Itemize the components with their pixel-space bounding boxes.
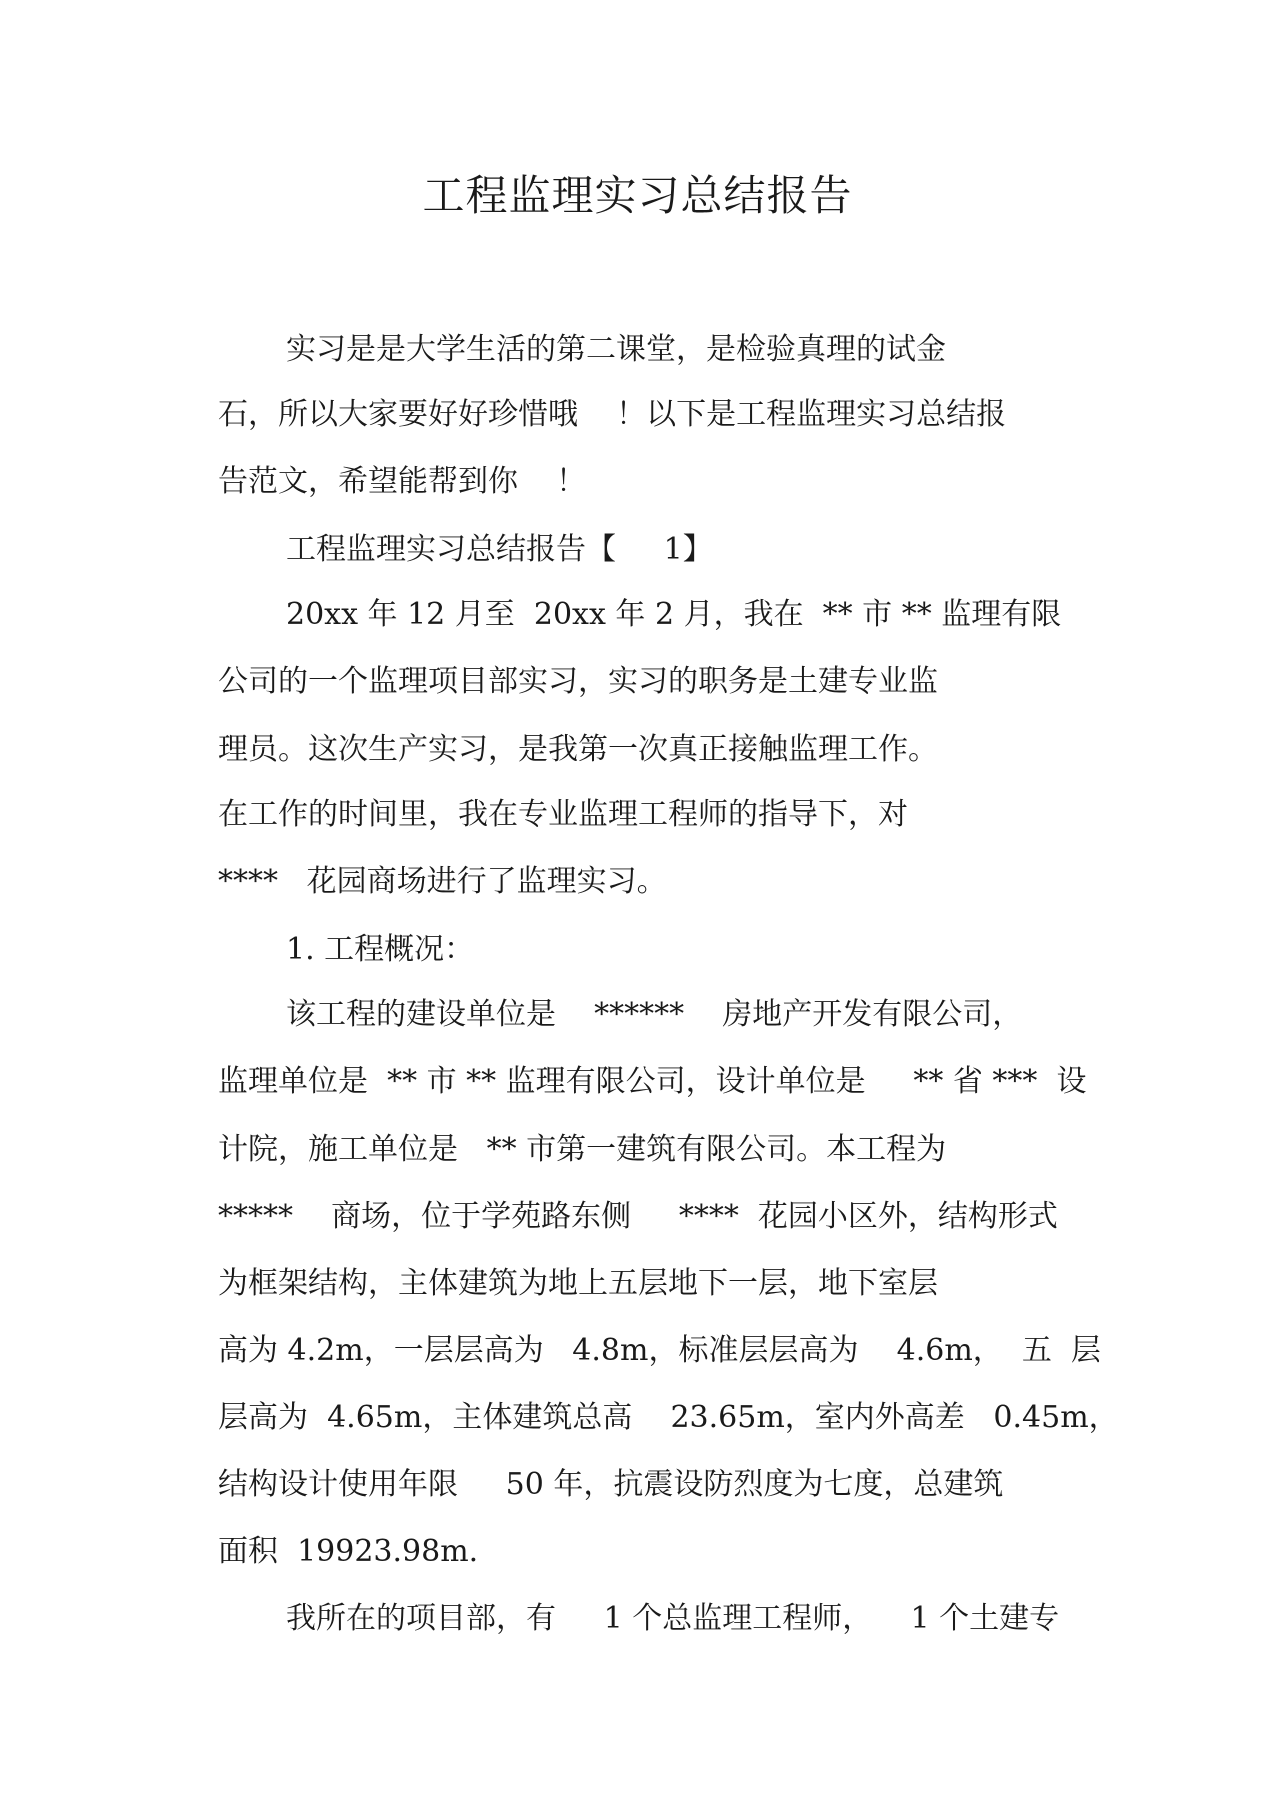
paragraph-line: 理员。这次生产实习，是我第一次真正接触监理工作。 bbox=[218, 732, 938, 767]
paragraph-line: 实习是是大学生活的第二课堂，是检验真理的试金 bbox=[286, 332, 946, 367]
paragraph-line: 在工作的时间里，我在专业监理工程师的指导下，对 bbox=[218, 797, 908, 832]
section-heading: 工程监理实习总结报告【 1】 bbox=[286, 532, 713, 567]
paragraph-line: 高为 4.2m，一层层高为 4.8m，标准层层高为 4.6m， 五 层 bbox=[218, 1333, 1101, 1368]
paragraph-line: 计院，施工单位是 ** 市第一建筑有限公司。本工程为 bbox=[218, 1132, 947, 1167]
document-title: 工程监理实习总结报告 bbox=[422, 171, 853, 220]
paragraph-line: 为框架结构，主体建筑为地上五层地下一层，地下室层 bbox=[218, 1266, 938, 1301]
paragraph-line: 面积 19923.98m. bbox=[218, 1534, 479, 1569]
paragraph-line: 层高为 4.65m，主体建筑总高 23.65m，室内外高差 0.45m， bbox=[218, 1400, 1119, 1435]
paragraph-line: 结构设计使用年限 50 年，抗震设防烈度为七度，总建筑 bbox=[218, 1467, 1004, 1502]
section-heading: 1. 工程概况： bbox=[286, 932, 475, 967]
paragraph-line: ***** 商场，位于学苑路东侧 **** 花园小区外，结构形式 bbox=[218, 1199, 1058, 1234]
paragraph-line: 我所在的项目部，有 1 个总监理工程师， 1 个土建专 bbox=[286, 1601, 1060, 1636]
paragraph-line: **** 花园商场进行了监理实习。 bbox=[218, 864, 667, 899]
paragraph-line: 20xx 年 12 月至 20xx 年 2 月，我在 ** 市 ** 监理有限 bbox=[286, 597, 1062, 632]
paragraph-line: 监理单位是 ** 市 ** 监理有限公司，设计单位是 ** 省 *** 设 bbox=[218, 1064, 1087, 1099]
paragraph-line: 石，所以大家要好好珍惜哦 ！以下是工程监理实习总结报 bbox=[218, 397, 1007, 432]
paragraph-line: 该工程的建设单位是 ****** 房地产开发有限公司， bbox=[286, 997, 1023, 1032]
paragraph-line: 告范文，希望能帮到你 ！ bbox=[218, 464, 587, 499]
paragraph-line: 公司的一个监理项目部实习，实习的职务是土建专业监 bbox=[218, 664, 938, 699]
